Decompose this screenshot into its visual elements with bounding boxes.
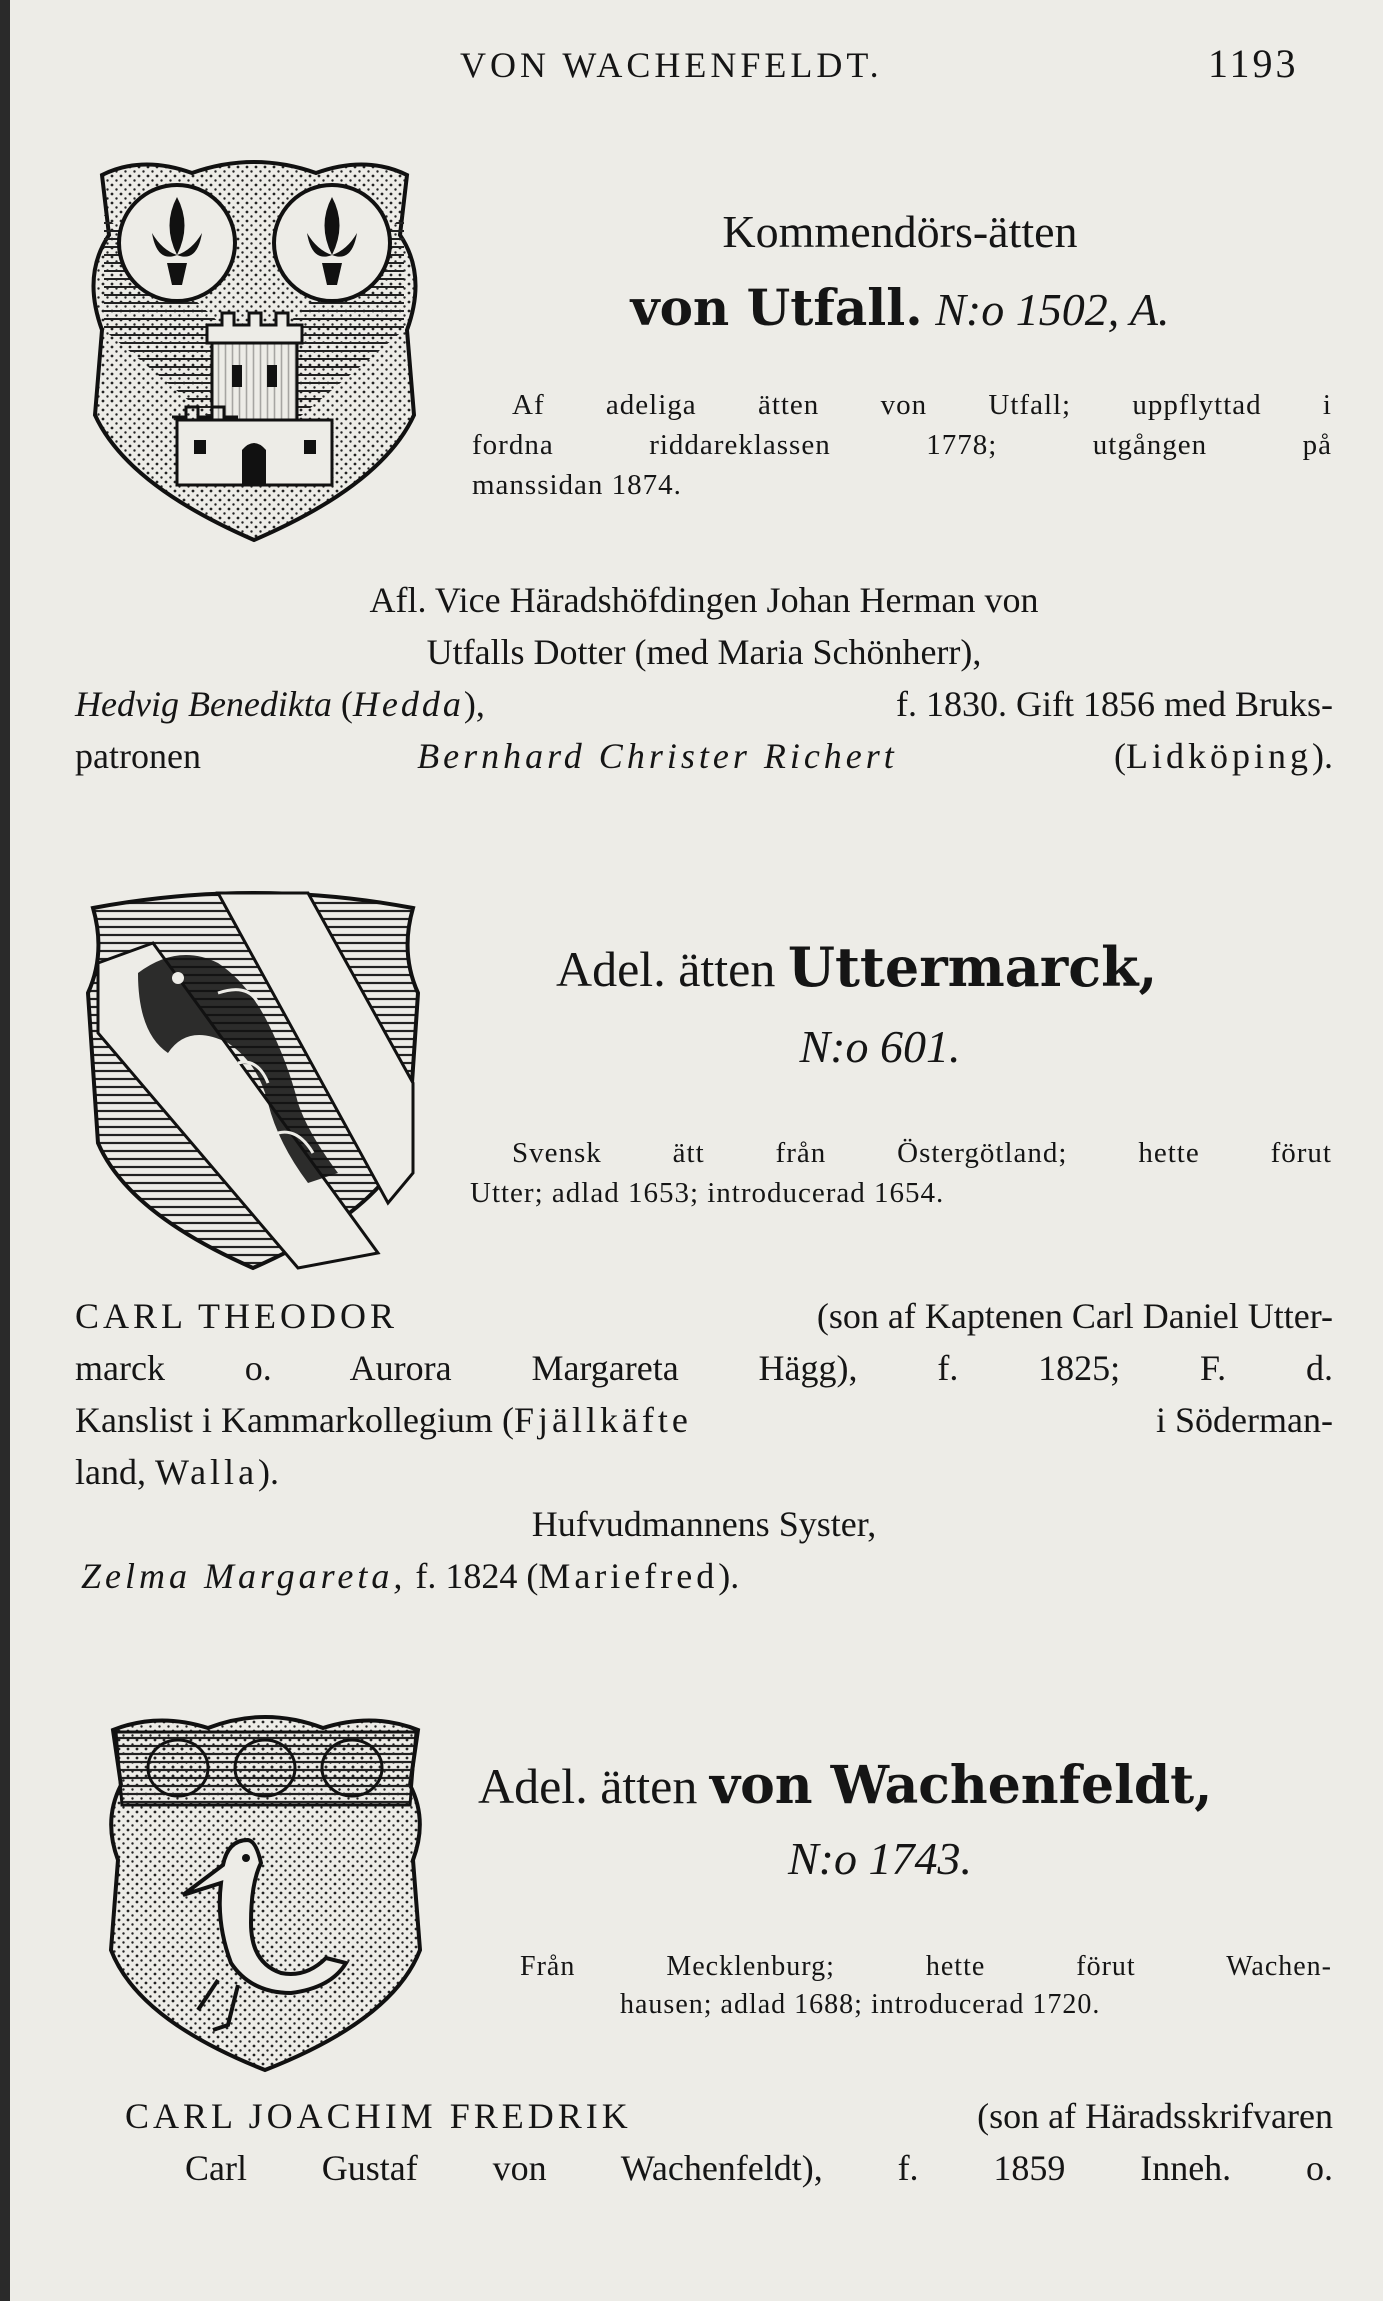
- description-line: Från Mecklenburg; hette förut Wachen-: [520, 1951, 1332, 1982]
- person-name: Hedvig Benedikta: [75, 684, 332, 724]
- body-line: patronen Bernhard Christer Richert (Lidköping).: [75, 730, 1333, 782]
- person-name: CARL JOACHIM FREDRIK: [125, 2096, 632, 2136]
- uttermarck-heading-line1: [556, 935, 1316, 999]
- utfall-heading-line2: [520, 278, 1280, 337]
- utfall-heading-line1: [640, 205, 1160, 258]
- description-line: Svensk ätt från Östergötland; hette förut: [512, 1137, 1332, 1169]
- spouse-name: Bernhard Christer Richert: [417, 736, 898, 776]
- utfall-description: [472, 385, 1332, 505]
- wachenfeldt-description: [520, 1948, 1332, 2024]
- page-edge: [0, 0, 10, 2301]
- body-line: CARL JOACHIM FREDRIK (son af Häradsskrifvaren: [125, 2090, 1333, 2142]
- body-line: CARL THEODOR (son af Kaptenen Carl Daniel Utter-: [75, 1290, 1333, 1342]
- uttermarck-body: [75, 1290, 1333, 1602]
- wachenfeldt-family-name: von Wachenfeldt,: [709, 1755, 1213, 1816]
- header-title: VON WACHENFELDT.: [460, 45, 883, 85]
- place-name: Lidköping: [1126, 736, 1312, 776]
- body-line: Kanslist i Kammarkollegium (Fjällkäfte i Söderman-: [75, 1400, 1333, 1440]
- utfall-number: N:o 1502, A.: [935, 284, 1170, 335]
- body-line: Utfalls Dotter (med Maria Schönherr),: [426, 632, 982, 672]
- wachenfeldt-heading-line1: [478, 1755, 1358, 1816]
- coat-of-arms-uttermarck-icon: [78, 883, 428, 1273]
- body-line: Afl. Vice Häradshöfdingen Johan Herman von: [369, 580, 1039, 620]
- page-number: 1193: [1208, 41, 1299, 86]
- body-line: marck o. Aurora Margareta Hägg), f. 1825; F. d.: [75, 1348, 1333, 1388]
- uttermarck-heading-prefix: Adel. ätten: [556, 941, 776, 997]
- description-line: manssidan 1874.: [472, 469, 682, 501]
- coat-of-arms-utfall-icon: [82, 155, 427, 550]
- description-line: Af adeliga ätten von Utfall; uppflyttad i: [512, 389, 1332, 421]
- coat-of-arms-wachenfeldt-icon: [98, 1710, 433, 2075]
- uttermarck-family-name: Uttermarck,: [787, 935, 1158, 999]
- body-line: land, Walla).: [75, 1452, 280, 1492]
- wachenfeldt-number: N:o 1743.: [788, 1833, 972, 1884]
- person-name: CARL THEODOR: [75, 1296, 399, 1336]
- place-name: Mariefred: [538, 1556, 719, 1596]
- person-nickname: Hedda: [352, 684, 464, 724]
- description-line: fordna riddareklassen 1778; utgången på: [472, 429, 1332, 461]
- wachenfeldt-body: [125, 2090, 1333, 2194]
- body-line: Hedvig Benedikta (Hedda), f. 1830. Gift 1856 med Bruks-: [75, 678, 1333, 730]
- utfall-heading-text: Kommendörs-ätten: [722, 206, 1078, 257]
- sub-heading: Hufvudmannens Syster,: [531, 1504, 877, 1544]
- running-header: [0, 40, 1383, 90]
- uttermarck-description: [470, 1133, 1332, 1213]
- body-line: Zelma Margareta, f. 1824 (Mariefred).: [81, 1556, 740, 1596]
- utfall-family-name: von Utfall.: [630, 278, 923, 337]
- person-name: Zelma Margareta,: [81, 1556, 407, 1596]
- description-line: hausen; adlad 1688; introducerad 1720.: [620, 1989, 1101, 2020]
- wachenfeldt-heading-prefix: Adel. ätten: [478, 1758, 698, 1814]
- utfall-body: [75, 574, 1333, 782]
- birth-marriage: f. 1830. Gift 1856 med Bruks-: [896, 684, 1333, 724]
- place-name: Fjällkäfte: [513, 1400, 692, 1440]
- description-line: Utter; adlad 1653; introducerad 1654.: [470, 1177, 945, 1209]
- uttermarck-number: N:o 601.: [799, 1021, 961, 1072]
- place-name: Walla: [154, 1452, 259, 1492]
- body-line: Carl Gustaf von Wachenfeldt), f. 1859 Inneh. o.: [185, 2148, 1333, 2188]
